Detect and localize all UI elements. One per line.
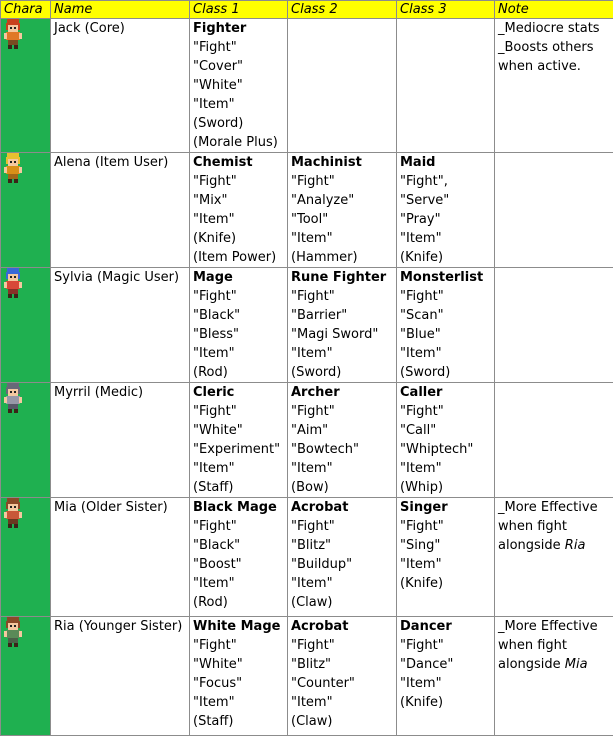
table-row [1,19,613,153]
class-command: "Fight" [193,38,287,57]
class-title: Maid [400,153,494,172]
class-command: "Fight" [291,517,396,536]
chara-cell [1,268,51,383]
class-command: "White" [193,76,287,95]
note-cell [495,268,613,383]
class-command: (Bow) [291,478,396,497]
class-command: "Item" [400,459,494,478]
note-cell [495,153,613,268]
class-command: "Blitz" [291,536,396,555]
class-command: (Hammer) [291,248,396,267]
brown-hair-girl-green-sprite-icon [4,617,22,653]
class-command: "Item" [291,344,396,363]
header-class-3: Class 3 [397,1,495,19]
header-name: Name [51,1,190,19]
name-cell: Ria (Younger Sister) [51,617,190,736]
class-command: (Staff) [193,712,287,731]
note-text: _Mediocre stats [498,21,600,36]
note-line [498,655,613,674]
blue-hair-girl-sprite-icon [4,268,22,304]
class-command: (Knife) [193,229,287,248]
class-command: "Fight", [400,172,494,191]
class-2-cell [288,153,397,268]
class-command: (Rod) [193,593,287,612]
note-text: when fight [498,638,567,653]
class-title: Dancer [400,617,494,636]
name-cell: Alena (Item User) [51,153,190,268]
note-text: when fight [498,519,567,534]
class-1-cell [190,498,288,617]
class-command: "Sing" [400,536,494,555]
class-command: "Fight" [400,636,494,655]
class-3-cell [397,498,495,617]
class-title: Mage [193,268,287,287]
class-1-cell [190,383,288,498]
class-command: "White" [193,421,287,440]
class-command: "Counter" [291,674,396,693]
class-3-cell [397,617,495,736]
class-1-cell [190,268,288,383]
note-line [498,517,613,536]
header-note: Note [495,1,613,19]
class-command: (Whip) [400,478,494,497]
class-command: "Item" [291,693,396,712]
note-line [498,636,613,655]
class-command: "Fight" [400,402,494,421]
header-class-1: Class 1 [190,1,288,19]
table-row [1,268,613,383]
class-command: "Item" [291,459,396,478]
class-command: "Call" [400,421,494,440]
class-command: (Rod) [193,363,287,382]
class-command: "Item" [193,574,287,593]
class-command: "Analyze" [291,191,396,210]
class-1-cell [190,153,288,268]
blonde-girl-sprite-icon [4,153,22,189]
chara-cell [1,383,51,498]
table-row [1,383,613,498]
grey-hair-girl-sprite-icon [4,383,22,419]
class-command: "Cover" [193,57,287,76]
class-command: "Item" [400,674,494,693]
class-command: (Knife) [400,693,494,712]
class-command: (Sword) [400,363,494,382]
class-title: Chemist [193,153,287,172]
class-command: "Serve" [400,191,494,210]
class-command: "Black" [193,306,287,325]
class-command: "Item" [400,555,494,574]
class-command: "Buildup" [291,555,396,574]
class-command: "Pray" [400,210,494,229]
class-command: "Fight" [193,402,287,421]
class-command: "Focus" [193,674,287,693]
class-command: "Fight" [291,287,396,306]
red-hair-hero-sprite-icon [4,19,22,55]
class-command: "Fight" [291,172,396,191]
chara-cell [1,153,51,268]
class-command: "Fight" [193,636,287,655]
class-command: (Morale Plus) [193,133,287,152]
class-title: Rune Fighter [291,268,396,287]
note-text: alongside [498,657,565,672]
note-line [498,19,613,38]
class-3-cell [397,19,495,153]
class-command: "Item" [193,693,287,712]
name-cell: Myrril (Medic) [51,383,190,498]
class-command: "Magi Sword" [291,325,396,344]
class-command: "Item" [291,574,396,593]
note-line [498,57,613,76]
header-chara: Chara [1,1,51,19]
class-command: (Staff) [193,478,287,497]
note-cell [495,498,613,617]
class-title: Acrobat [291,617,396,636]
class-command: "Black" [193,536,287,555]
name-cell: Jack (Core) [51,19,190,153]
chara-cell [1,617,51,736]
header-row [1,1,613,19]
note-emphasis: Mia [565,657,588,672]
brown-hair-girl-sprite-icon [4,498,22,534]
note-cell [495,617,613,736]
class-command: "Boost" [193,555,287,574]
class-title: Fighter [193,19,287,38]
class-1-cell [190,19,288,153]
class-title: Singer [400,498,494,517]
note-text: _More Effective [498,500,598,515]
class-command: "Fight" [291,636,396,655]
class-command: "White" [193,655,287,674]
class-1-cell [190,617,288,736]
note-text: _Boosts others [498,40,594,55]
note-line [498,38,613,57]
class-command: (Knife) [400,248,494,267]
class-command: "Tool" [291,210,396,229]
table-row [1,153,613,268]
class-command: (Sword) [193,114,287,133]
class-title: Black Mage [193,498,287,517]
class-command: "Blitz" [291,655,396,674]
class-2-cell [288,617,397,736]
class-command: "Fight" [400,517,494,536]
note-text: _More Effective [498,619,598,634]
class-command: "Scan" [400,306,494,325]
class-command: "Fight" [193,287,287,306]
class-3-cell [397,268,495,383]
class-2-cell [288,19,397,153]
class-title: Archer [291,383,396,402]
class-command: "Bless" [193,325,287,344]
name-cell: Mia (Older Sister) [51,498,190,617]
class-command: (Item Power) [193,248,287,267]
class-title: Caller [400,383,494,402]
class-command: (Knife) [400,574,494,593]
class-3-cell [397,153,495,268]
note-text: alongside [498,538,565,553]
class-command: "Dance" [400,655,494,674]
class-title: White Mage [193,617,287,636]
class-2-cell [288,268,397,383]
chara-cell [1,19,51,153]
class-command: "Item" [193,210,287,229]
class-command: "Item" [193,95,287,114]
class-title: Monsterlist [400,268,494,287]
class-command: "Fight" [193,172,287,191]
header-class-2: Class 2 [288,1,397,19]
class-command: "Aim" [291,421,396,440]
note-cell [495,383,613,498]
note-cell [495,19,613,153]
class-command: "Mix" [193,191,287,210]
class-command: "Experiment" [193,440,287,459]
class-command: "Fight" [193,517,287,536]
table-row [1,617,613,736]
note-emphasis: Ria [565,538,586,553]
class-title: Cleric [193,383,287,402]
class-command: "Item" [400,229,494,248]
class-command: "Item" [193,344,287,363]
class-command: (Claw) [291,712,396,731]
table-row [1,498,613,617]
class-command: "Fight" [400,287,494,306]
class-2-cell [288,383,397,498]
class-command: "Bowtech" [291,440,396,459]
class-command: (Sword) [291,363,396,382]
class-title: Machinist [291,153,396,172]
class-command: "Item" [291,229,396,248]
name-cell: Sylvia (Magic User) [51,268,190,383]
class-command: "Whiptech" [400,440,494,459]
note-text: when active. [498,59,581,74]
note-line [498,617,613,636]
class-3-cell [397,383,495,498]
note-line [498,536,613,555]
class-command: (Claw) [291,593,396,612]
note-line [498,498,613,517]
class-2-cell [288,498,397,617]
class-command: "Fight" [291,402,396,421]
class-command: "Item" [400,344,494,363]
class-command: "Barrier" [291,306,396,325]
chara-cell [1,498,51,617]
class-title: Acrobat [291,498,396,517]
class-command: "Item" [193,459,287,478]
class-command: "Blue" [400,325,494,344]
